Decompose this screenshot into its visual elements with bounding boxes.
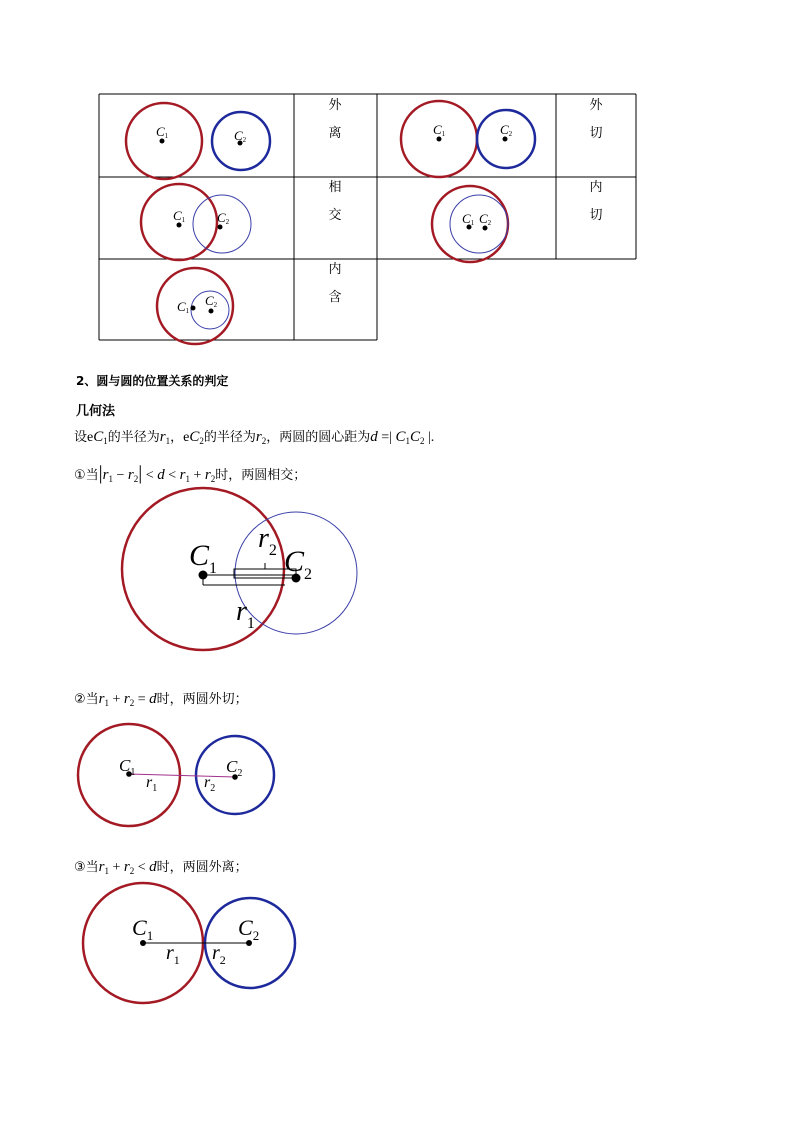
center-c1 [140,940,146,946]
label-c2: C2 [479,211,492,227]
label-c2: C2 [500,122,513,138]
label-char: 含 [328,290,342,305]
label-r1: $r_1$ [166,942,180,967]
label-c1: $C_1$ [189,539,218,577]
label-r1: $r_1$ [146,774,158,794]
circle-c1 [157,268,233,344]
label-contained [325,256,345,312]
relation-table [0,0,794,350]
label-char: 内 [589,180,603,195]
label-c1: C1 [173,208,186,224]
figure-intersect [0,485,794,665]
label-char: 内 [328,262,342,277]
label-internal-tangent [586,174,606,230]
label-c1: C1 [156,124,169,140]
case3-line: ③当$r_1 + r_2 < d$时，两圆外离； [74,859,248,876]
diagram-internal-tangent [432,186,508,262]
label-char: 切 [589,126,603,141]
figure-separate [0,880,794,1010]
segment-d [129,774,235,777]
figure-external-tangent [0,720,794,830]
diagram-intersect [141,184,251,260]
label-r2: $r_2$ [258,523,277,559]
label-intersect [325,174,345,230]
label-separate [325,92,345,148]
label-c2: C2 [205,293,218,309]
label-char: 切 [589,208,603,223]
section-heading: 2、圆与圆的位置关系的判定 [76,374,229,388]
label-r1: $r_1$ [236,596,255,632]
label-c1: C1 [433,122,446,138]
label-c1: $C_1$ [119,756,136,778]
center-c2 [503,137,508,142]
label-external-tangent [586,92,606,148]
label-c2: $C_2$ [284,545,313,583]
label-char: 相 [328,180,342,195]
label-char: 交 [328,208,342,223]
label-c1: $C_1$ [132,915,154,943]
label-c1: C1 [462,211,475,227]
label-c2: C2 [234,128,247,144]
label-r2: $r_2$ [204,774,216,794]
diagram-external-tangent [401,101,535,177]
label-c2: $C_2$ [226,757,243,779]
diagram-contained [157,268,233,344]
label-char: 外 [328,98,342,113]
label-char: 外 [589,98,603,113]
case1-line: ①当$|r_1 - r_2| < d < r_1 + r_2$时，两圆相交； [74,462,307,484]
label-c2: C2 [217,210,230,226]
center-c2 [246,940,252,946]
label-r2: $r_2$ [212,942,226,967]
method-title: 几何法 [76,404,116,419]
center-c1 [191,306,196,311]
case2-line: ②当$r_1 + r_2 = d$时，两圆外切； [74,691,248,708]
label-c1: C1 [177,299,190,315]
diagram-separate [126,103,270,179]
definition-line: 设$eC_1$的半径为$r_1$，$eC_2$的半径为$r_2$，两圆的圆心距为d =| $C_1C_2$ |. [74,429,435,446]
label-char: 离 [328,126,342,141]
label-c2: $C_2$ [238,915,260,943]
center-c2 [218,225,223,230]
center-c2 [209,309,214,314]
